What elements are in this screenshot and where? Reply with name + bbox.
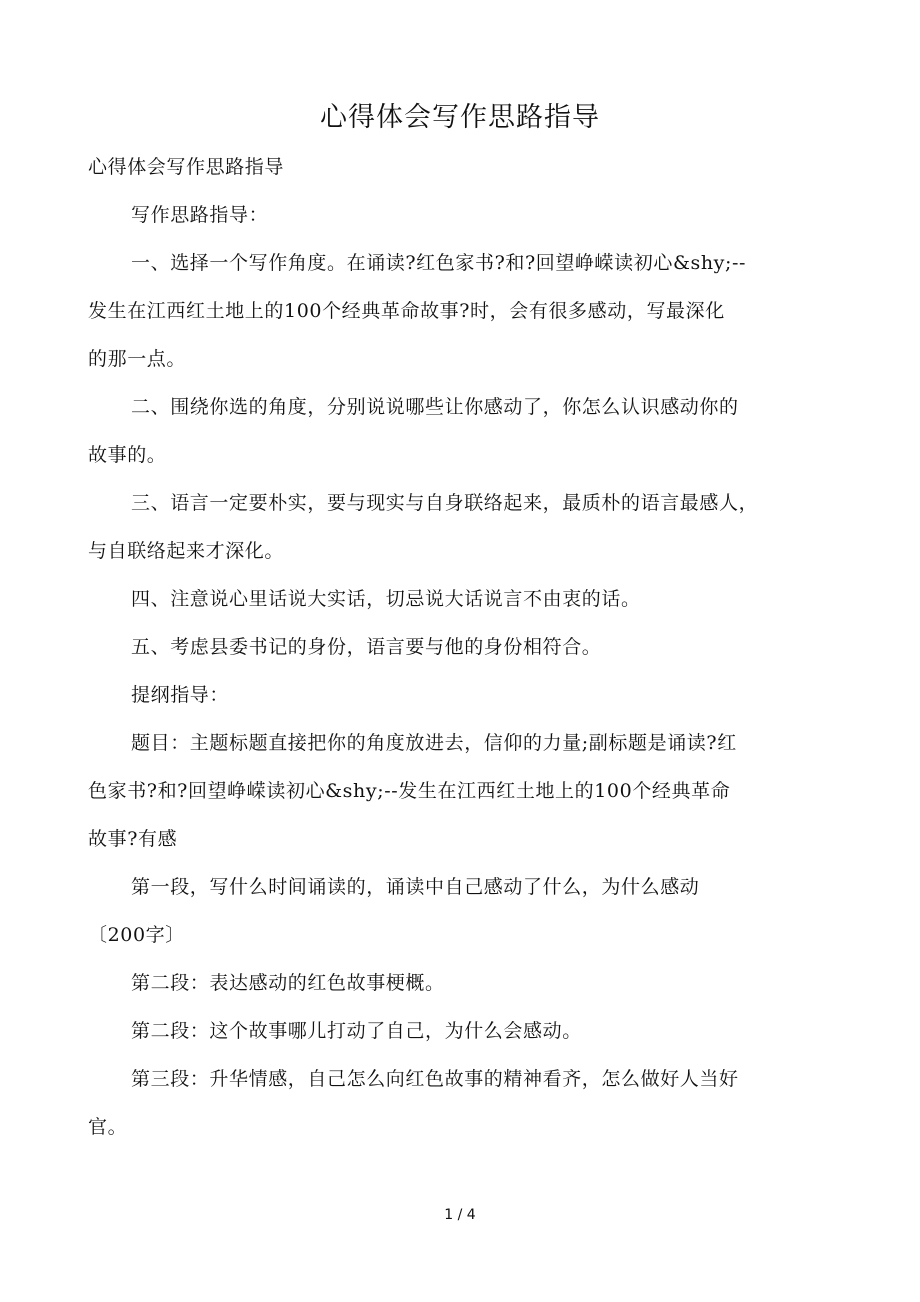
paragraph-line: 第二段：表达感动的红色故事梗概。 — [131, 972, 445, 994]
paragraph-line: 四、注意说心里话说大实话，切忌说大话说言不由衷的话。 — [131, 588, 641, 610]
section-heading-writing-ideas: 写作思路指导： — [131, 204, 269, 226]
paragraph-line: 第一段，写什么时间诵读的，诵读中自己感动了什么，为什么感动 — [131, 876, 700, 898]
subtitle-line: 心得体会写作思路指导 — [88, 156, 285, 178]
paragraph-line: 故事的。 — [88, 444, 167, 466]
paragraph-line: 五、考虑县委书记的身份，语言要与他的身份相符合。 — [131, 636, 602, 658]
paragraph-line: 与自联络起来才深化。 — [88, 540, 285, 562]
document-body — [88, 146, 828, 1154]
paragraph-line: 故事?有感 — [88, 828, 178, 850]
paragraph-line: 二、围绕你选的角度，分别说说哪些让你感动了，你怎么认识感动你的 — [131, 396, 739, 418]
paragraph-line: 的那一点。 — [88, 348, 187, 370]
section-heading-outline: 提纲指导： — [131, 684, 230, 706]
paragraph-line: 〔200字〕 — [88, 924, 185, 946]
paragraph-line: 色家书?和?回望峥嵘读初心&shy;--发生在江西红土地上的100个经典革命 — [88, 780, 731, 802]
paragraph-line: 官。 — [88, 1116, 128, 1138]
paragraph-line: 一、选择一个写作角度。在诵读?红色家书?和?回望峥嵘读初心&shy;-- — [131, 252, 747, 274]
document-title: 心得体会写作思路指导 — [320, 102, 600, 133]
page-indicator: 1 / 4 — [444, 1207, 476, 1223]
paragraph-line: 题目：主题标题直接把你的角度放进去，信仰的力量;副标题是诵读?红 — [131, 732, 737, 754]
paragraph-line: 第三段：升华情感，自己怎么向红色故事的精神看齐，怎么做好人当好 — [131, 1068, 739, 1090]
paragraph-line: 第二段：这个故事哪儿打动了自己，为什么会感动。 — [131, 1020, 582, 1042]
paragraph-line: 发生在江西红土地上的100个经典革命故事?时，会有很多感动，写最深化 — [88, 300, 725, 322]
paragraph-line: 三、语言一定要朴实，要与现实与自身联络起来，最质朴的语言最感人， — [131, 492, 759, 514]
